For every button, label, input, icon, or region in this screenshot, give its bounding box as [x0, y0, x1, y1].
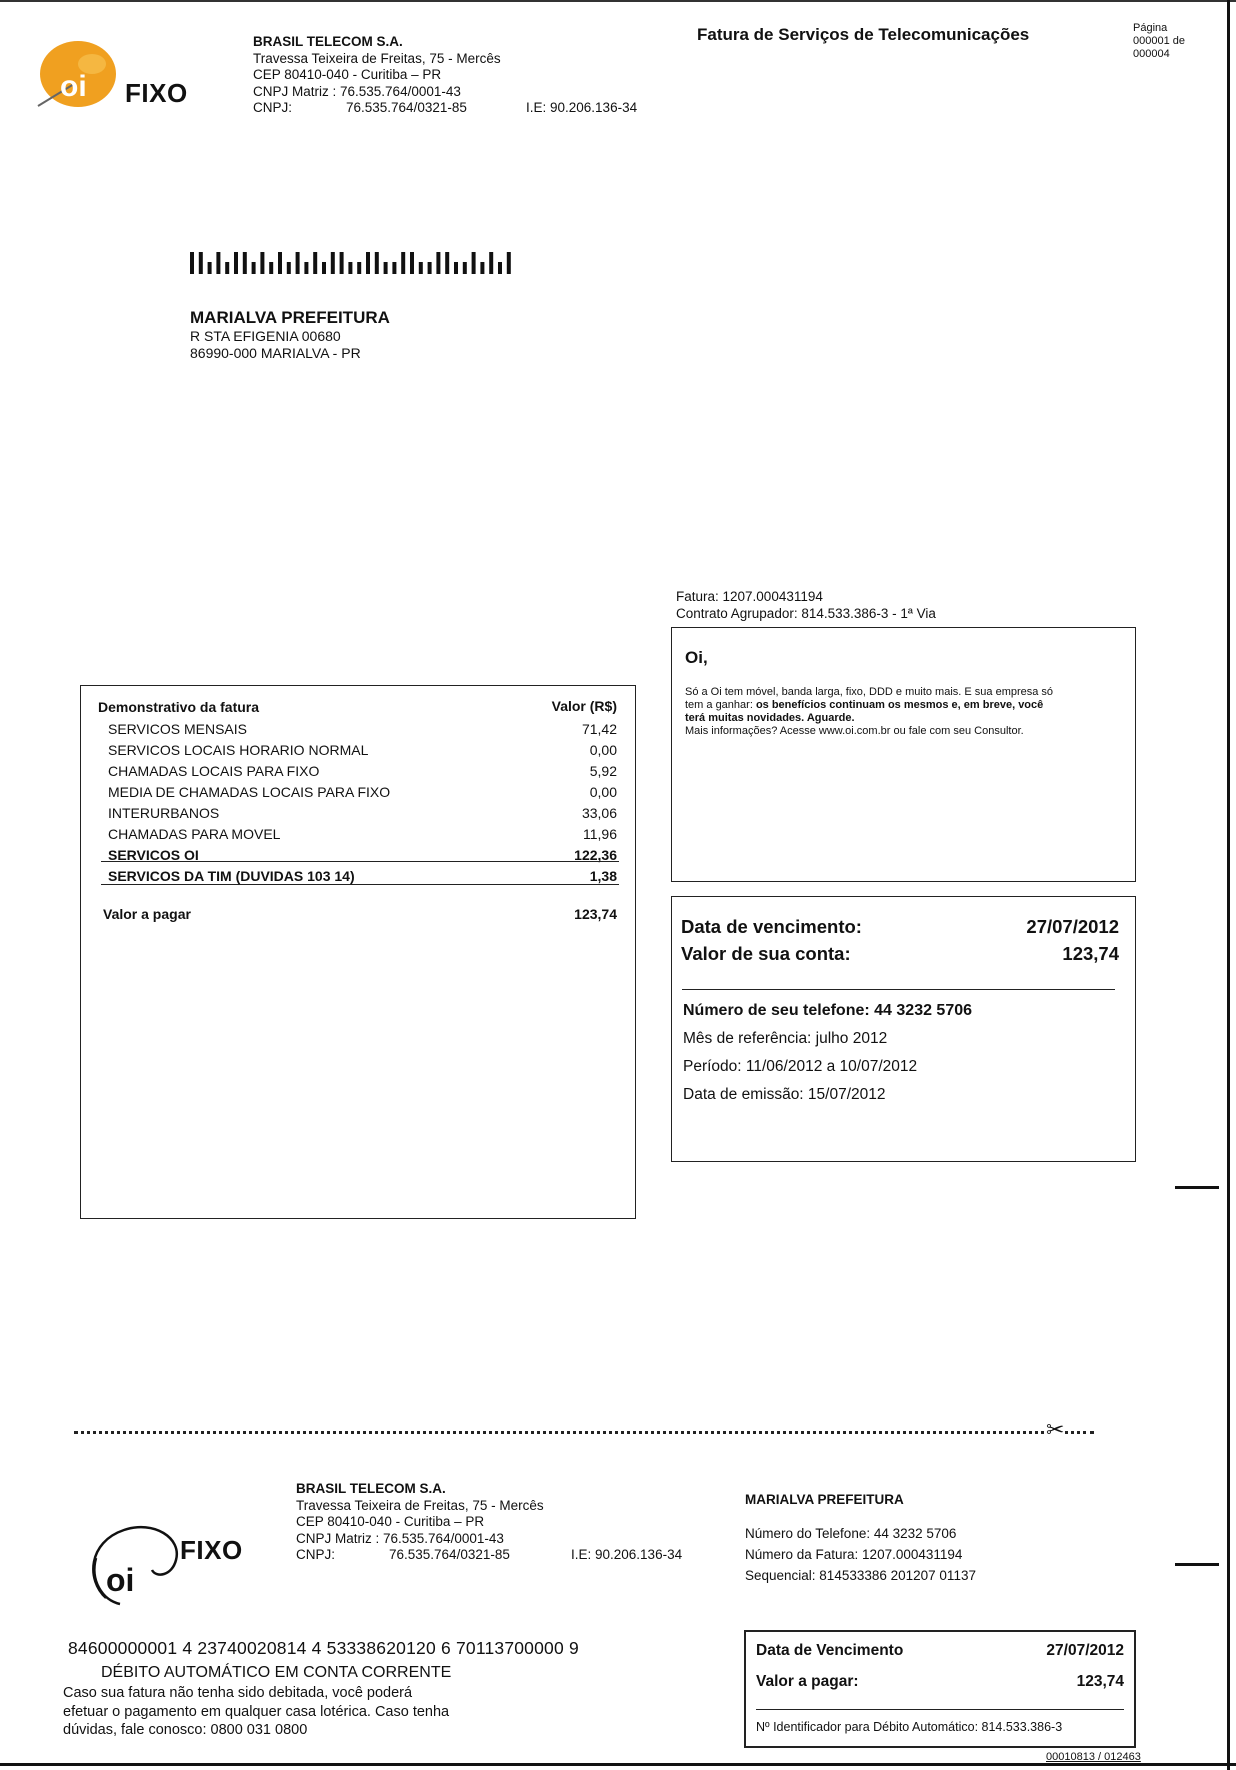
page-indicator: [1133, 22, 1185, 61]
recipient-street: R STA EFIGENIA 00680: [190, 328, 341, 344]
slip-company-cnpj-matriz: CNPJ Matriz : 76.535.764/0001-43: [296, 1530, 504, 1546]
barcode-bar: [357, 262, 361, 274]
statement-title: Demonstrativo da fatura: [98, 699, 260, 715]
document-title: Fatura de Serviços de Telecomunicações: [697, 25, 1030, 44]
message-line-2b: os benefícios continuam os mesmos e, em breve, você: [755, 699, 1044, 711]
statement-row-label: CHAMADAS PARA MOVEL: [108, 826, 281, 842]
barcode-bar: [216, 252, 220, 274]
barcode-bar: [401, 252, 405, 274]
barcode-bar: [243, 252, 247, 274]
barcode-bar: [375, 252, 379, 274]
message-line-1: Só a Oi tem móvel, banda larga, fixo, DDD e muito mais. E sua empresa só: [685, 686, 1054, 698]
statement-row: [103, 740, 617, 761]
barcode-bar: [296, 252, 300, 274]
barcode-bar: [419, 262, 423, 274]
barcode-bar: [366, 252, 370, 274]
slip-barcode-line: 84600000001 4 23740020814 4 53338620120 6 70113700000 9: [68, 1638, 579, 1658]
contract-number: Contrato Agrupador: 814.533.386-3 - 1ª Via: [676, 606, 936, 621]
summary-amount-value: 123,74: [1062, 943, 1119, 964]
page-right-edge: [1227, 0, 1230, 1770]
barcode-bar: [252, 262, 256, 274]
statement-row-value: 33,06: [581, 805, 617, 821]
statement-total-value: 123,74: [574, 906, 617, 922]
barcode-bar: [287, 262, 291, 274]
barcode-bar: [260, 252, 264, 274]
barcode-bar: [445, 252, 449, 274]
barcode-bar: [507, 252, 511, 274]
logo-brand: oi: [60, 70, 87, 103]
barcode-bar: [304, 262, 308, 274]
statement-divider-1: [101, 861, 619, 862]
page-bottom-edge: [0, 1763, 1236, 1766]
statement-row-label: INTERURBANOS: [108, 805, 220, 821]
slip-logo-brand: oi: [106, 1562, 135, 1598]
statement-row-value: 122,36: [574, 847, 617, 863]
summary-issue: Data de emissão: 15/07/2012: [683, 1086, 886, 1103]
slip-debit-text-2: efetuar o pagamento em qualquer casa lotérica. Caso tenha: [63, 1703, 450, 1720]
barcode-bar: [463, 262, 467, 274]
slip-debit-text: [63, 1684, 513, 1740]
margin-tick-2: [1175, 1563, 1219, 1566]
barcode-bar: [384, 262, 388, 274]
slip-logo-product: FIXO: [180, 1535, 243, 1565]
slip-invoice-number: Número da Fatura: 1207.000431194: [745, 1547, 963, 1562]
barcode-bar: [208, 262, 212, 274]
page-total: 000004: [1133, 48, 1170, 60]
statement-row: [103, 782, 617, 803]
barcode-bar: [313, 252, 317, 274]
page-current: 000001 de: [1133, 35, 1185, 47]
statement-row-value: 11,96: [583, 826, 617, 842]
slip-summary-box: [744, 1630, 1136, 1748]
summary-due-value: 27/07/2012: [1026, 916, 1119, 937]
message-line-2a: tem a ganhar:: [685, 699, 756, 711]
statement-row-label: SERVICOS DA TIM (DUVIDAS 103 14): [108, 868, 355, 884]
statement-row-value: 1,38: [589, 868, 617, 884]
slip-sequencial: Sequencial: 814533386 201207 01137: [745, 1568, 976, 1583]
slip-amount-value: 123,74: [1076, 1673, 1124, 1690]
barcode-bar: [322, 262, 326, 274]
message-body: [685, 686, 1125, 738]
company-name: BRASIL TELECOM S.A.: [253, 34, 403, 49]
page-top-edge: [0, 0, 1236, 2]
summary-reference: Mês de referência: julho 2012: [683, 1030, 888, 1047]
slip-debit-title: DÉBITO AUTOMÁTICO EM CONTA CORRENTE: [101, 1664, 452, 1681]
logo-product: FIXO: [125, 78, 188, 108]
slip-debit-text-1: Caso sua fatura não tenha sido debitada, você poderá: [63, 1685, 413, 1701]
summary-period: Período: 11/06/2012 a 10/07/2012: [683, 1058, 918, 1075]
slip-customer-block: [745, 1489, 976, 1586]
company-address: Travessa Teixeira de Freitas, 75 - Mercês: [253, 50, 501, 66]
slip-debit-id: Nº Identificador para Débito Automático: 814.533.386-3: [756, 1720, 1063, 1734]
postal-barcode: [190, 252, 520, 274]
slip-company-name: BRASIL TELECOM S.A.: [296, 1481, 446, 1496]
scissors-icon: ✂: [1046, 1417, 1065, 1442]
statement-row: [103, 719, 617, 740]
cut-line: [74, 1431, 1094, 1434]
statement-box: [80, 685, 636, 1219]
slip-debit-text-3: dúvidas, fale conosco: 0800 031 0800: [63, 1722, 308, 1738]
barcode-bar: [331, 252, 335, 274]
slip-summary-divider: [756, 1709, 1124, 1710]
statement-row-label: SERVICOS OI: [108, 847, 199, 863]
company-header: [253, 34, 673, 117]
statement-row-value: 71,42: [581, 721, 617, 737]
slip-company-cep: CEP 80410-040 - Curitiba – PR: [296, 1514, 485, 1529]
barcode-bar: [340, 252, 344, 274]
company-cep: CEP 80410-040 - Curitiba – PR: [253, 67, 442, 82]
statement-row-label: CHAMADAS LOCAIS PARA FIXO: [108, 763, 320, 779]
recipient-name: MARIALVA PREFEITURA: [190, 308, 390, 327]
statement-row-label: SERVICOS MENSAIS: [108, 721, 248, 737]
barcode-bar: [498, 262, 502, 274]
summary-phone: Número de seu telefone: 44 3232 5706: [683, 1002, 973, 1019]
barcode-bar: [225, 262, 229, 274]
slip-amount-label: Valor a pagar:: [756, 1673, 859, 1690]
barcode-bar: [410, 252, 414, 274]
company-cnpj-value: 76.535.764/0321-85: [346, 100, 467, 115]
statement-divider-2: [101, 884, 619, 885]
barcode-bar: [392, 262, 396, 274]
summary-box: [671, 896, 1136, 1162]
barcode-bar: [428, 262, 432, 274]
barcode-bar: [269, 262, 273, 274]
slip-cnpj-label: CNPJ:: [296, 1547, 336, 1562]
statement-row: [103, 845, 617, 866]
barcode-bar: [472, 252, 476, 274]
page-label: Página: [1133, 22, 1168, 34]
statement-row: [103, 761, 617, 782]
summary-due-label: Data de vencimento:: [681, 916, 862, 937]
slip-phone: Número do Telefone: 44 3232 5706: [745, 1526, 957, 1541]
statement-row-label: SERVICOS LOCAIS HORARIO NORMAL: [108, 742, 369, 758]
recipient-block: [190, 308, 390, 362]
barcode-bar: [190, 252, 194, 274]
statement-row-value: 0,00: [589, 742, 617, 758]
message-greeting: Oi,: [685, 648, 708, 667]
slip-due-label: Data de Vencimento: [756, 1642, 904, 1659]
company-ie: I.E: 90.206.136-34: [526, 100, 638, 115]
statement-total-label: Valor a pagar: [103, 906, 191, 922]
barcode-bar: [480, 262, 484, 274]
invoice-number: Fatura: 1207.000431194: [676, 589, 823, 604]
company-cnpj-matriz: CNPJ Matriz : 76.535.764/0001-43: [253, 83, 461, 99]
statement-row-value: 0,00: [589, 784, 617, 800]
statement-row: [103, 803, 617, 824]
message-line-4: Mais informações? Acesse www.oi.com.br ou fale com seu Consultor.: [685, 725, 1024, 737]
oi-logo: [34, 36, 124, 116]
slip-oi-logo: [84, 1520, 184, 1608]
message-line-3: terá muitas novidades. Aguarde.: [685, 712, 855, 724]
statement-value-header: Valor (R$): [551, 698, 617, 714]
barcode-bar: [348, 262, 352, 274]
invoice-refs: [676, 588, 936, 622]
summary-divider: [682, 989, 1115, 990]
barcode-bar: [199, 252, 203, 274]
postal-barcode-bars: [190, 252, 520, 274]
summary-amount-label: Valor de sua conta:: [681, 943, 851, 964]
slip-company-address: Travessa Teixeira de Freitas, 75 - Mercês: [296, 1497, 544, 1513]
statement-row-value: 5,92: [589, 763, 617, 779]
slip-footer-code: 00010813 / 012463: [1046, 1751, 1141, 1763]
slip-company: [296, 1481, 716, 1564]
barcode-bar: [436, 252, 440, 274]
company-cnpj-label: CNPJ:: [253, 100, 293, 115]
barcode-bar: [278, 252, 282, 274]
barcode-bar: [454, 262, 458, 274]
margin-tick-1: [1175, 1186, 1219, 1189]
recipient-city: 86990-000 MARIALVA - PR: [190, 345, 361, 361]
slip-ie: I.E: 90.206.136-34: [571, 1547, 683, 1562]
slip-customer: MARIALVA PREFEITURA: [745, 1492, 904, 1507]
slip-due-value: 27/07/2012: [1046, 1642, 1124, 1659]
statement-row: [103, 824, 617, 845]
barcode-bar: [489, 252, 493, 274]
barcode-bar: [234, 252, 238, 274]
message-box: [671, 627, 1136, 882]
slip-cnpj-value: 76.535.764/0321-85: [389, 1547, 510, 1562]
statement-row-label: MEDIA DE CHAMADAS LOCAIS PARA FIXO: [108, 784, 391, 800]
